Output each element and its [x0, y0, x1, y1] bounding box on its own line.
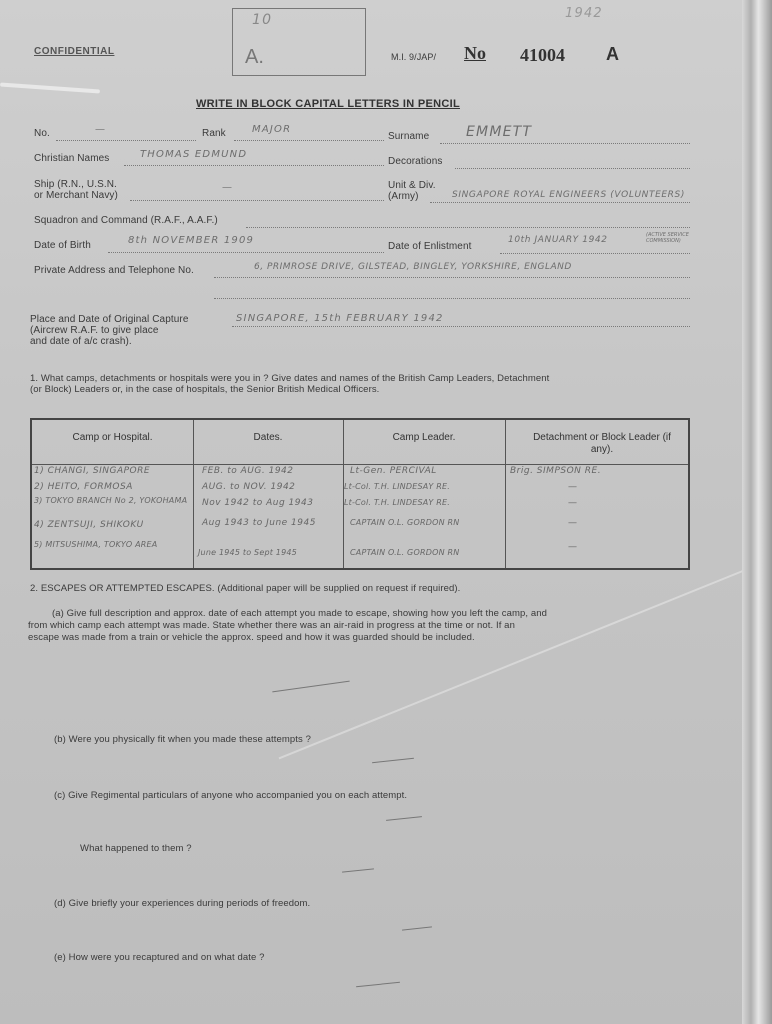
section2-a-line2: from which camp each attempt was made. State whether there was an air-raid in progress at the time or not. If an	[28, 620, 515, 631]
header-leader: Camp Leader.	[392, 432, 456, 443]
header-camp: Camp or Hospital.	[72, 432, 153, 443]
enlist-value: 10th JANUARY 1942	[508, 235, 608, 245]
leader-cell: Lt-Gen. PERCIVAL	[350, 466, 437, 476]
unit-value: SINGAPORE ROYAL ENGINEERS (VOLUNTEERS)	[452, 190, 685, 200]
dob-value: 8th NOVEMBER 1909	[128, 235, 255, 246]
camp-cell: 4) ZENTSUJI, SHIKOKU	[34, 520, 144, 530]
section1-line1: 1. What camps, detachments or hospitals were you in ? Give dates and names of the British Camp Leaders, Detachment	[30, 373, 550, 384]
section2-d: (d) Give briefly your experiences during periods of freedom.	[54, 898, 311, 909]
form-suffix: A	[606, 44, 619, 64]
section2-a-line1: (a) Give full description and approx. date of each attempt you made to escape, showing how you left the camp, and	[52, 608, 548, 619]
dates-cell: June 1945 to Sept 1945	[198, 548, 297, 557]
stamp-mark: 10	[252, 12, 273, 28]
section2-c-followup: What happened to them ?	[80, 843, 192, 854]
dates-cell: Aug 1943 to June 1945	[202, 518, 316, 528]
dates-cell: Nov 1942 to Aug 1943	[202, 498, 314, 508]
form-number: 41004	[520, 45, 565, 65]
section2-title: 2. ESCAPES OR ATTEMPTED ESCAPES. (Additional paper will be supplied on request if required).	[30, 583, 461, 594]
pencil-dash	[372, 758, 414, 763]
leader-cell: Lt-Col. T.H. LINDESAY RE.	[344, 482, 451, 491]
number-label: No	[464, 43, 486, 63]
surname-value: EMMETT	[466, 124, 533, 140]
unit-label: Unit & Div. (Army)	[388, 180, 436, 202]
camp-cell: 3) TOKYO BRANCH No 2, YOKOHAMA	[34, 496, 188, 505]
detachment-cell: Brig. SIMPSON RE.	[510, 466, 602, 476]
dates-cell: FEB. to AUG. 1942	[202, 466, 294, 476]
dob-label: Date of Birth	[34, 240, 91, 251]
christian-value: THOMAS EDMUND	[140, 149, 248, 160]
section2-e: (e) How were you recaptured and on what date ?	[54, 952, 265, 963]
form-title: WRITE IN BLOCK CAPITAL LETTERS IN PENCIL	[196, 98, 460, 110]
squadron-label: Squadron and Command (R.A.F., A.A.F.)	[34, 215, 218, 226]
corner-note: 1942	[565, 6, 603, 21]
stamp-letter: A.	[245, 46, 264, 68]
detachment-cell: —	[568, 498, 578, 508]
rank-value: MAJOR	[252, 124, 292, 135]
camp-cell: 1) CHANGI, SINGAPORE	[34, 466, 151, 476]
ref-code: M.I. 9/JAP/	[391, 52, 437, 62]
no-label: No.	[34, 128, 50, 139]
detachment-cell: —	[568, 518, 578, 528]
leader-cell: CAPTAIN O.L. GORDON RN	[350, 518, 460, 527]
address-label: Private Address and Telephone No.	[34, 265, 194, 276]
detachment-cell: —	[568, 542, 578, 552]
confidential-mark: CONFIDENTIAL	[34, 46, 115, 57]
folder-edge	[742, 0, 772, 1024]
ship-label: Ship (R.N., U.S.N. or Merchant Navy)	[34, 179, 118, 201]
ship-value: —	[222, 182, 234, 193]
pencil-dash	[402, 926, 432, 930]
no-value: —	[95, 124, 107, 135]
decorations-label: Decorations	[388, 156, 443, 167]
pencil-dash	[272, 681, 349, 693]
capture-value: SINGAPORE, 15th FEBRUARY 1942	[236, 313, 444, 324]
section2-b: (b) Were you physically fit when you made these attempts ?	[54, 734, 311, 745]
section1-line2: (or Block) Leaders or, in the case of hospitals, the Senior British Medical Officers.	[30, 384, 380, 395]
pencil-dash	[356, 982, 400, 988]
rank-label: Rank	[202, 128, 226, 139]
surname-label: Surname	[388, 131, 430, 142]
pencil-dash	[342, 868, 374, 872]
camp-cell: 2) HEITO, FORMOSA	[34, 482, 133, 492]
camp-cell: 5) MITSUSHIMA, TOKYO AREA	[34, 540, 158, 549]
section2-a-line3: escape was made from a train or vehicle the approx. speed and how it was guarded should be included.	[28, 632, 475, 643]
enlist-label: Date of Enlistment	[388, 241, 472, 252]
leader-cell: CAPTAIN O.L. GORDON RN	[350, 548, 460, 557]
capture-label: Place and Date of Original Capture (Aircrew R.A.F. to give place and date of a/c crash).	[30, 314, 189, 347]
leader-cell: Lt-Col. T.H. LINDESAY RE.	[344, 498, 451, 507]
binding-string	[0, 83, 100, 94]
header-dates: Dates.	[253, 432, 283, 443]
dates-cell: AUG. to NOV. 1942	[202, 482, 296, 492]
camps-table	[30, 418, 690, 570]
section2-c: (c) Give Regimental particulars of anyone who accompanied you on each attempt.	[54, 790, 408, 801]
pencil-dash	[386, 816, 422, 821]
christian-label: Christian Names	[34, 153, 110, 164]
detachment-cell: —	[568, 482, 578, 492]
header-detachment: Detachment or Block Leader (if any).	[533, 432, 671, 455]
address-value: 6, PRIMROSE DRIVE, GILSTEAD, BINGLEY, YORKSHIRE, ENGLAND	[254, 262, 572, 272]
enlist-note: (ACTIVE SERVICE COMMISSION)	[646, 232, 689, 244]
